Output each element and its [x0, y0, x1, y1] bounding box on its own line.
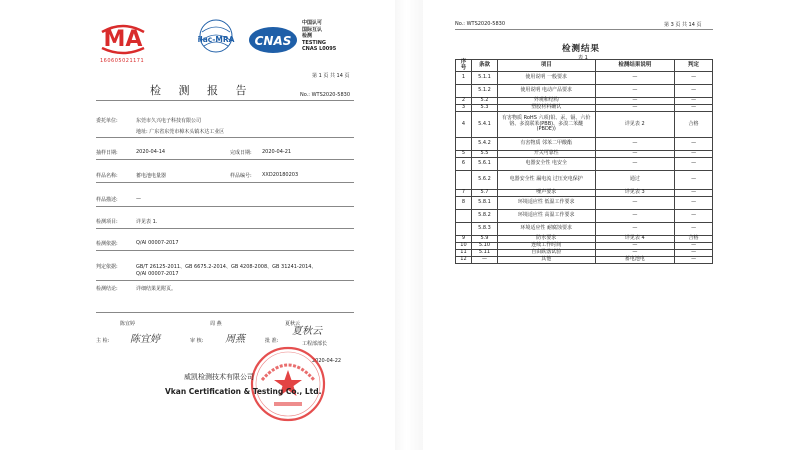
ma-logo-text: MA [103, 27, 143, 52]
cell-seq: 4 [456, 112, 472, 138]
cell-clause: 5.8.3 [471, 223, 497, 236]
header-seq: 序号 [456, 60, 472, 72]
conclusion: 详细结果见附页。 [136, 286, 177, 292]
table-row [456, 210, 713, 223]
cell-item: 防水要求 [497, 236, 595, 243]
header-verdict: 判定 [675, 60, 713, 72]
signer-printed-name: 陈宜婷 [120, 321, 136, 327]
test-basis: Q/AI 00007-2017 [136, 240, 179, 246]
cell-clause: 5.3 [471, 105, 497, 112]
sample-id-label: 样品编号: [230, 173, 252, 179]
issue-date: 2020-04-22 [312, 358, 342, 364]
judge-basis: GB/T 26125-2011、GB 6675.2-2014、GB 4208-2008、GB 31241-2014、 [136, 264, 317, 270]
ilac-mra-logo [194, 18, 238, 60]
cell-seq: 5 [456, 151, 472, 158]
sample-desc-label: 样品描述: [96, 197, 118, 203]
approver-signature: 夏秋云 [292, 326, 322, 337]
cnas-logo [248, 26, 298, 54]
cell-item: 电器安全性 电安全 [497, 158, 595, 171]
conclusion-label: 检测结论: [96, 286, 118, 292]
cell-item: 连续工作时间 [497, 243, 595, 250]
divider [96, 182, 354, 183]
table-row [456, 190, 713, 197]
table-row [456, 250, 713, 257]
company-name-en: Vkan Certification & Testing Co., Ltd. [165, 387, 322, 396]
table-row [456, 98, 713, 105]
table-row [456, 197, 713, 210]
cnas-line: TESTING [302, 39, 326, 46]
cell-verdict: — [675, 72, 713, 85]
sample-desc: — [136, 196, 141, 202]
judge-basis: Q/AI 00007-2017 [136, 271, 179, 277]
cell-verdict: — [675, 98, 713, 105]
judge-basis-label: 判定依据: [96, 264, 118, 270]
cell-result: — [595, 98, 675, 105]
cnas-text: CNAS [254, 34, 292, 48]
cell-seq: 11 [456, 250, 472, 257]
cell-result: — [595, 243, 675, 250]
signer-printed-name: 夏秋云 [285, 321, 301, 327]
ilac-text: ilac-MRA [197, 35, 235, 44]
cell-clause: 5.4.1 [471, 112, 497, 138]
table-row [456, 85, 713, 98]
divider [96, 137, 354, 138]
cell-clause: 5.5 [471, 151, 497, 158]
main-inspector-signature: 陈宜婷 [130, 334, 160, 345]
cell-seq: 12 [456, 257, 472, 264]
cell-clause: 5.9 [471, 236, 497, 243]
cell-seq: 9 [456, 236, 472, 243]
cell-verdict: — [675, 190, 713, 197]
cell-seq [456, 138, 472, 151]
table-row [456, 151, 713, 158]
header-result: 检测结果说明 [595, 60, 675, 72]
cell-seq [456, 223, 472, 236]
cell-result: — [595, 105, 675, 112]
test-items: 详见表 1. [136, 219, 158, 225]
cell-item: 噪声要求 [497, 190, 595, 197]
main-inspector-label: 主 检: [96, 338, 110, 344]
cell-item: 使用说明 一般要求 [497, 72, 595, 85]
results-table [455, 59, 713, 264]
cnas-accreditation-text [302, 20, 336, 53]
table-row [456, 243, 713, 250]
cell-verdict: — [675, 105, 713, 112]
ma-number: 160605021171 [100, 58, 145, 64]
cell-result: — [595, 151, 675, 158]
cell-verdict: — [675, 158, 713, 171]
cell-seq: 7 [456, 190, 472, 197]
table-row [456, 257, 713, 264]
cell-verdict: 合格 [675, 236, 713, 243]
cell-seq: 3 [456, 105, 472, 112]
sample-name-label: 样品名称: [96, 173, 118, 179]
cell-seq [456, 171, 472, 190]
cell-item: 环境适应性 耐腐蚀要求 [497, 223, 595, 236]
table-row [456, 72, 713, 85]
cell-verdict: — [675, 197, 713, 210]
cell-verdict: — [675, 243, 713, 250]
signer-printed-name: 周 燕 [210, 321, 222, 327]
cell-verdict: — [675, 250, 713, 257]
cell-result: 详见表 3 [595, 190, 675, 197]
cell-clause: 5.1.2 [471, 85, 497, 98]
company-name-cn: 威凯检测技术有限公司 [184, 373, 254, 381]
test-items-label: 检测项目: [96, 219, 118, 225]
cell-verdict: — [675, 257, 713, 264]
results-report-number: No.: WTS2020-5830 [455, 21, 505, 27]
header-item: 项目 [497, 60, 595, 72]
completed-label: 完成日期: [230, 150, 252, 156]
client-label: 委托单位: [96, 118, 118, 124]
ma-logo [96, 22, 150, 58]
cell-item: 环境适应性 低温工作要求 [497, 197, 595, 210]
report-cover-page [88, 0, 388, 450]
table-row [456, 138, 713, 151]
reviewer-label: 审 核: [190, 338, 204, 344]
cell-clause: 5.6.1 [471, 158, 497, 171]
report-title: 检 测 报 告 [150, 84, 254, 97]
client-address: 地址: 广东省东莞市樟木头镇木达工业区 [136, 129, 225, 135]
cell-clause: 5.7 [471, 190, 497, 197]
cell-result: 蓄电池电 [595, 257, 675, 264]
cell-result: — [595, 197, 675, 210]
cell-clause: 5.1.1 [471, 72, 497, 85]
cell-verdict: — [675, 138, 713, 151]
reviewer-signature: 周燕 [225, 334, 245, 345]
cell-verdict: — [675, 151, 713, 158]
official-seal-stamp [248, 344, 328, 424]
divider [96, 250, 354, 251]
cell-item: 有害物质 邻苯二甲酸酯 [497, 138, 595, 151]
report-number: No.: WTS2020-5830 [300, 92, 350, 98]
cell-result: 详见表 2 [595, 112, 675, 138]
divider [96, 159, 354, 160]
page-gap [395, 0, 423, 450]
sample-date-label: 抽样日期: [96, 150, 118, 156]
cell-clause: 5.10 [471, 243, 497, 250]
cell-result: — [595, 223, 675, 236]
table-row [456, 223, 713, 236]
page-number: 第 1 页 共 14 页 [312, 73, 350, 79]
cell-item: 使用说明 电动产品要求 [497, 85, 595, 98]
cell-clause: 5.8.1 [471, 197, 497, 210]
client-name: 东莞市久兴电子科技有限公司 [136, 118, 202, 124]
divider [96, 312, 354, 313]
divider [96, 206, 354, 207]
sample-date: 2020-04-14 [136, 149, 166, 155]
cell-result: 通过 [595, 171, 675, 190]
cell-seq: 8 [456, 197, 472, 210]
table-row [456, 158, 713, 171]
cell-clause: 5.2 [471, 98, 497, 105]
cell-seq: 6 [456, 158, 472, 171]
cell-seq: 10 [456, 243, 472, 250]
cell-verdict: — [675, 210, 713, 223]
approver-label: 批 准: [265, 338, 279, 344]
cell-result: — [595, 158, 675, 171]
test-basis-label: 检测依据: [96, 241, 118, 247]
cell-result: — [595, 85, 675, 98]
cell-item: 其他 [497, 257, 595, 264]
completed-date: 2020-04-21 [262, 149, 292, 155]
sample-name: 蓄电池电量器 [136, 173, 167, 179]
cell-clause: 5.4.2 [471, 138, 497, 151]
cell-item: 外观和结构 [497, 98, 595, 105]
table-row [456, 105, 713, 112]
divider [96, 100, 354, 101]
divider [96, 280, 354, 281]
table-row [456, 236, 713, 243]
cnas-line: 中国认可 [302, 20, 323, 26]
cell-seq: 1 [456, 72, 472, 85]
cell-item: 开关可靠性 [497, 151, 595, 158]
cell-clause: 5.11 [471, 250, 497, 257]
cell-result: — [595, 250, 675, 257]
results-title: 检测结果 [562, 44, 601, 54]
cnas-line: 检测 [302, 33, 313, 39]
approver-role: 工程部部长 [302, 341, 328, 347]
cell-item: 环境适应性 高温工作要求 [497, 210, 595, 223]
cell-item: 自由跌落试验 [497, 250, 595, 257]
table-header-row [456, 60, 713, 72]
cell-clause: — [471, 257, 497, 264]
cell-clause: 5.6.2 [471, 171, 497, 190]
cell-clause: 5.8.2 [471, 210, 497, 223]
cell-result: — [595, 138, 675, 151]
results-page-number: 第 3 页 共 14 页 [664, 22, 702, 28]
cell-result: — [595, 210, 675, 223]
cell-verdict: — [675, 223, 713, 236]
cell-item: 电器安全性 漏电流 过压充电保护 [497, 171, 595, 190]
cell-item: 塑胶材料确认 [497, 105, 595, 112]
header-clause: 条款 [471, 60, 497, 72]
divider [96, 228, 354, 229]
table-caption: 表 1 [578, 55, 588, 61]
cell-verdict: — [675, 85, 713, 98]
cnas-line: CNAS L0095 [302, 46, 337, 52]
header-rule [455, 29, 713, 30]
table-row [456, 112, 713, 138]
cell-verdict: — [675, 171, 713, 190]
cell-seq: 2 [456, 98, 472, 105]
cell-seq [456, 85, 472, 98]
sample-id: XXD20180203 [262, 172, 299, 178]
table-row [456, 171, 713, 190]
cell-verdict: 合格 [675, 112, 713, 138]
cnas-line: 国际互认 [302, 26, 323, 33]
cell-result: 详见表 4 [595, 236, 675, 243]
cell-item: 有害物质 RoHS 六项(铅、汞、镉、六价铬、多溴联苯(PBB)、多溴二苯醚(PBDE)) [497, 112, 595, 138]
cell-seq [456, 210, 472, 223]
cell-result: — [595, 72, 675, 85]
